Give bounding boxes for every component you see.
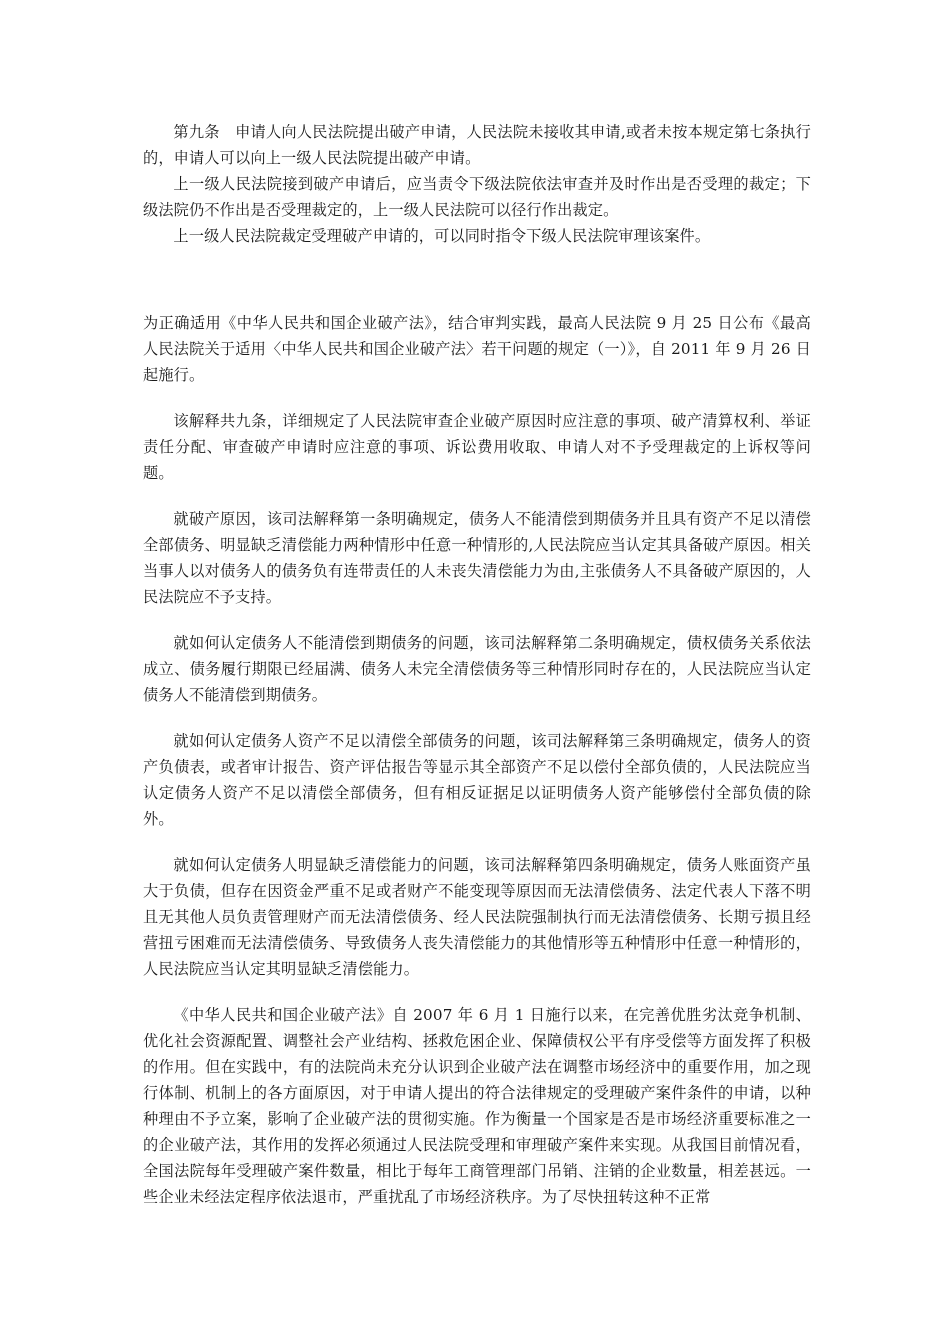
summary-paragraph: 该解释共九条，详细规定了人民法院审查企业破产原因时应注意的事项、破产清算权利、举证责任分配、审查破产申请时应注意的事项、诉讼费用收取、申请人对不予受理裁定的上诉权等问题。 bbox=[143, 412, 811, 482]
summary-paragraph: 就如何认定债务人明显缺乏清偿能力的问题，该司法解释第四条明确规定，债务人账面资产虽大于负债，但存在因资金严重不足或者财产不能变现等原因而无法清偿债务、法定代表人下落不明且无其他人员负责管理财产而无法清偿债务、经人民法院强制执行而无法清偿债务、长期亏损且经营扭亏困难而无法清偿债务、导致债务人丧失清偿能力的其他情形等五种情形中任意一种情形的，人民法院应当认定其明显缺乏清偿能力。 bbox=[143, 856, 811, 978]
article-paragraph: 上一级人民法院接到破产申请后，应当责令下级法院依法审查并及时作出是否受理的裁定；下级法院仍不作出是否受理裁定的，上一级人民法院可以径行作出裁定。 bbox=[143, 175, 811, 219]
summary-paragraph: 就如何认定债务人资产不足以清偿全部债务的问题，该司法解释第三条明确规定，债务人的资产负债表，或者审计报告、资产评估报告等显示其全部资产不足以偿付全部负债的，人民法院应当认定债务人资产不足以清偿全部债务，但有相反证据足以证明债务人资产能够偿付全部负债的除外。 bbox=[143, 732, 811, 828]
interpretation-summary-section bbox=[143, 310, 811, 1230]
article-paragraph: 第九条 申请人向人民法院提出破产申请，人民法院未接收其申请,或者未按本规定第七条执行的，申请人可以向上一级人民法院提出破产申请。 bbox=[143, 123, 811, 167]
intro-paragraph: 为正确适用《中华人民共和国企业破产法》，结合审判实践，最高人民法院 9 月 25 日公布《最高人民法院关于适用〈中华人民共和国企业破产法〉若干问题的规定（一）》，自 2011 年 9 月 26 日起施行。 bbox=[143, 314, 811, 384]
article-paragraph: 上一级人民法院裁定受理破产申请的，可以同时指令下级人民法院审理该案件。 bbox=[173, 227, 711, 245]
article-nine-section bbox=[143, 119, 811, 249]
summary-paragraph: 就如何认定债务人不能清偿到期债务的问题，该司法解释第二条明确规定，债权债务关系依法成立、债务履行期限已经届满、债务人未完全清偿债务等三种情形同时存在的，人民法院应当认定债务人不能清偿到期债务。 bbox=[143, 634, 811, 704]
summary-paragraph: 就破产原因，该司法解释第一条明确规定，债务人不能清偿到期债务并且具有资产不足以清偿全部债务、明显缺乏清偿能力两种情形中任意一种情形的,人民法院应当认定其具备破产原因。相关当事人以对债务人的债务负有连带责任的人未丧失清偿能力为由,主张债务人不具备破产原因的，人民法院应不予支持。 bbox=[143, 510, 811, 606]
summary-paragraph: 《中华人民共和国企业破产法》自 2007 年 6 月 1 日施行以来，在完善优胜劣汰竞争机制、优化社会资源配置、调整社会产业结构、拯救危困企业、保障债权公平有序受偿等方面发挥了积极的作用。但在实践中，有的法院尚未充分认识到企业破产法在调整市场经济中的重要作用，加之现行体制、机制上的各方面原因，对于申请人提出的符合法律规定的受理破产案件条件的申请，以种种理由不予立案，影响了企业破产法的贯彻实施。作为衡量一个国家是否是市场经济重要标准之一的企业破产法，其作用的发挥必须通过人民法院受理和审理破产案件来实现。从我国目前情况看，全国法院每年受理破产案件数量，相比于每年工商管理部门吊销、注销的企业数量，相差甚远。一些企业未经法定程序依法退市，严重扰乱了市场经济秩序。为了尽快扭转这种不正常 bbox=[143, 1006, 811, 1206]
